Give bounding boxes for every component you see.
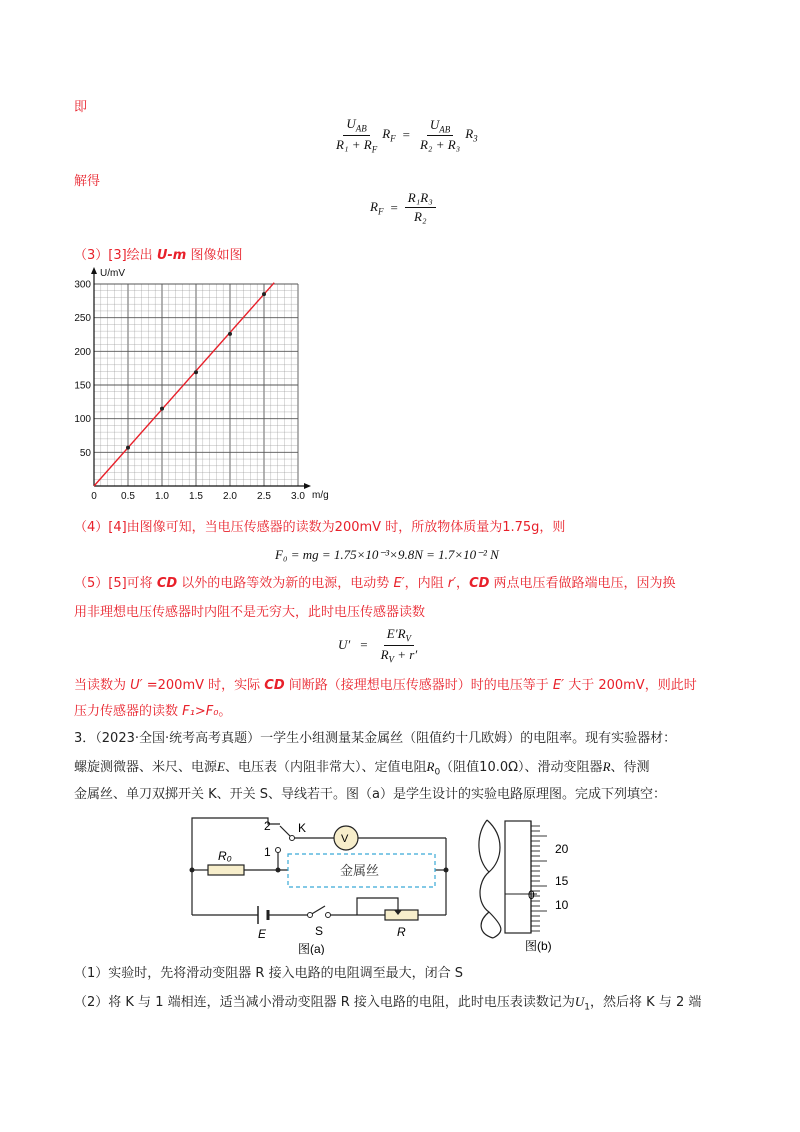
q3-sub2-a: （2）将 K 与 1 端相连，适当减小滑动变阻器 R 接入电路的电阻，此时电压表读数记为 <box>74 995 575 1010</box>
part5-l3e: E′ <box>552 678 565 693</box>
thimble-ticks <box>531 826 547 931</box>
switch-s-term <box>326 913 331 918</box>
y-tick-label: 150 <box>74 380 91 392</box>
label-2: 2 <box>264 819 271 833</box>
eq1-lhs-num: U <box>346 116 356 131</box>
y-tick-label: 300 <box>74 279 91 291</box>
u-m-chart <box>72 266 342 506</box>
junction-mid <box>276 868 281 873</box>
x-axis-arrow <box>304 483 311 489</box>
q3-line1: 3．（2023·全国·统考高考真题）一学生小组测量某金属丝（阻值约十几欧姆）的电阻率。现有实验器材： <box>74 731 677 746</box>
label-r: R <box>397 925 406 939</box>
eq1-rhs-tail: R <box>465 126 474 142</box>
junction-left <box>190 868 195 873</box>
part5-line4 <box>74 702 231 722</box>
q3-l2d: 、待测 <box>610 760 650 775</box>
q3-r0: R <box>426 759 435 774</box>
part3-suffix: 图像如图 <box>186 248 243 263</box>
part3-heading <box>74 244 242 263</box>
q3-line2 <box>74 757 650 783</box>
eq3-equals: = <box>360 637 368 653</box>
x-tick-label: 0 <box>91 491 97 502</box>
thimble-label-10: 10 <box>555 898 569 912</box>
part5-e: E′ <box>393 576 405 591</box>
eq1-equals: = <box>402 127 410 143</box>
data-point <box>160 407 164 411</box>
part5-l1b: 以外的电路等效为新的电源，电动势 <box>177 576 394 591</box>
q3-l2a: 螺旋测微器、米尺、电源 <box>74 760 218 775</box>
part5-cd: CD <box>156 576 178 591</box>
x-tick-label: 1.0 <box>155 491 169 502</box>
thimble-label-15: 15 <box>555 874 569 888</box>
data-point <box>126 446 130 450</box>
eq1-rhs-tail-sub: 3 <box>473 133 478 144</box>
caption-a: 图(a) <box>298 942 325 955</box>
q3-sub2-b: ，然后将 K 与 2 端 <box>590 995 702 1010</box>
label-r0: R₀ <box>218 849 232 863</box>
sleeve-label-0: 0 <box>528 888 535 902</box>
junction-right <box>444 868 449 873</box>
part5-r: r′ <box>447 576 457 591</box>
eq1-lhs-den-sub: F <box>371 144 378 155</box>
x-tick-label: 1.5 <box>189 491 203 502</box>
part5-line2: 用非理想电压传感器时内阻不是无穷大，此时电压传感器读数 <box>74 605 426 620</box>
part5-l1c: ，内阻 <box>404 576 448 591</box>
eq2-lhs: R <box>370 198 378 214</box>
label-metal-wire: 金属丝 <box>340 863 380 878</box>
eq3-den-a: R <box>380 646 389 662</box>
chart-grid <box>94 284 298 486</box>
eq3-num-sub: V <box>405 633 412 644</box>
eq1-rhs-fraction <box>417 117 463 154</box>
part5-l3b: =200mV 时，实际 <box>142 678 265 693</box>
part5-l1a: （5）[5]可将 <box>74 576 157 591</box>
eq1-lhs-num-sub: AB <box>355 123 367 134</box>
part4-text: （4）[4]由图像可知，当电压传感器的读数为200mV 时，所放物体质量为1.75g，则 <box>74 520 566 535</box>
label-jiede: 解得 <box>74 174 101 189</box>
q3-line3: 金属丝、单刀双掷开关 K、开关 S、导线若干。图（a）是学生设计的实验电路原理图。完成下列填空： <box>74 787 667 802</box>
part5-l1e: 两点电压看做路端电压，因为换 <box>489 576 676 591</box>
y-tick-label: 50 <box>79 447 91 459</box>
part3-prefix: （3）[3]绘出 <box>74 248 157 263</box>
part5-cd2: CD <box>469 576 490 591</box>
circuit-diagram <box>180 810 460 955</box>
micrometer-sleeve <box>505 821 531 933</box>
chart-axes <box>91 267 311 489</box>
eq1-lhs-tail-sub: F <box>390 133 396 144</box>
part5-l3d: 大于 200mV，则此时 <box>564 678 697 693</box>
x-tick-label: 2.5 <box>257 491 271 502</box>
part5-u: U′ <box>130 678 143 693</box>
part4-equation: F₀ = mg = 1.75×10⁻³×9.8N = 1.7×10⁻² N <box>275 547 499 562</box>
micrometer-frame-left <box>480 820 501 938</box>
data-point <box>262 292 266 296</box>
rheostat-r <box>385 910 418 920</box>
y-tick-label: 250 <box>74 313 91 325</box>
q3-sub2-u: U <box>574 994 585 1009</box>
part5-l3a: 当读数为 <box>74 678 131 693</box>
thimble-label-20: 20 <box>555 842 569 856</box>
part5-l4f: F₁>F₀ <box>182 704 219 719</box>
eq3-lhs: U′ <box>338 637 351 653</box>
q3-sub2 <box>74 992 701 1018</box>
label-1: 1 <box>264 845 271 859</box>
eq1-rhs-den: R₂ + R₃ <box>419 137 461 153</box>
eq2-den: R₂ <box>414 209 427 224</box>
eq2-equals: = <box>390 199 398 215</box>
part5-line1 <box>74 574 676 594</box>
eq2-num: R₁R₃ <box>405 190 436 208</box>
switch-s-pivot <box>308 913 313 918</box>
switch-k-pivot <box>290 836 295 841</box>
label-k: K <box>298 821 307 835</box>
part5-l1d: ， <box>456 576 470 591</box>
label-ji: 即 <box>74 100 88 115</box>
x-axis-label: m/g <box>312 490 329 501</box>
micrometer-diagram <box>475 816 585 958</box>
x-tick-label: 0.5 <box>121 491 135 502</box>
eq3-num: E′R <box>386 626 406 641</box>
q3-l2c: （阻值10.0Ω）、滑动变阻器 <box>440 760 603 775</box>
eq1-rhs-num: U <box>429 116 440 132</box>
eq3-fraction <box>378 626 421 664</box>
x-tick-label: 3.0 <box>291 491 305 502</box>
q3-e: E <box>217 759 225 774</box>
y-axis-label: U/mV <box>100 268 125 279</box>
x-tick-label: 2.0 <box>223 491 237 502</box>
y-axis-arrow <box>91 267 97 274</box>
q3-sub1: （1）实验时，先将滑动变阻器 R 接入电路的电阻调至最大，闭合 S <box>74 966 463 981</box>
q3-sub2-u-sub: 1 <box>584 1002 591 1013</box>
q3-l2b: 、电压表（内阻非常大）、定值电阻 <box>224 760 427 775</box>
equation-1 <box>333 116 478 154</box>
micrometer-frame-inner <box>479 820 493 938</box>
part5-line3 <box>74 676 697 696</box>
eq1-lhs-den: R₁ + R <box>336 136 372 152</box>
part5-l4b: 。 <box>218 704 232 719</box>
data-point <box>228 332 232 336</box>
caption-b: 图(b) <box>525 939 552 953</box>
eq2-lhs-sub: F <box>377 206 384 217</box>
part5-l4a: 压力传感器的读数 <box>74 704 183 719</box>
label-e: E <box>258 927 267 941</box>
y-tick-label: 100 <box>74 414 91 426</box>
data-point <box>194 370 198 374</box>
label-v: V <box>341 833 349 845</box>
equation-2 <box>370 190 436 225</box>
part3-var: U-m <box>156 248 187 263</box>
eq1-lhs-fraction <box>333 116 380 154</box>
q3-r0-sub: 0 <box>434 767 441 778</box>
part5-equation <box>338 626 420 664</box>
switch-k-term1 <box>276 848 281 853</box>
resistor-r0 <box>208 865 244 875</box>
eq1-rhs-num-sub: AB <box>439 124 451 135</box>
eq2-fraction <box>405 190 436 225</box>
part5-l3cd: CD <box>264 678 285 693</box>
q3-r: R <box>602 759 611 774</box>
eq3-den-sub: V <box>388 654 395 665</box>
eq3-den-b: + r′ <box>394 646 418 662</box>
y-tick-label: 200 <box>74 346 91 358</box>
eq1-lhs-tail: R <box>382 126 391 142</box>
label-s: S <box>315 924 324 938</box>
part5-l3c: 间断路（接理想电压传感器时）时的电压等于 <box>284 678 553 693</box>
